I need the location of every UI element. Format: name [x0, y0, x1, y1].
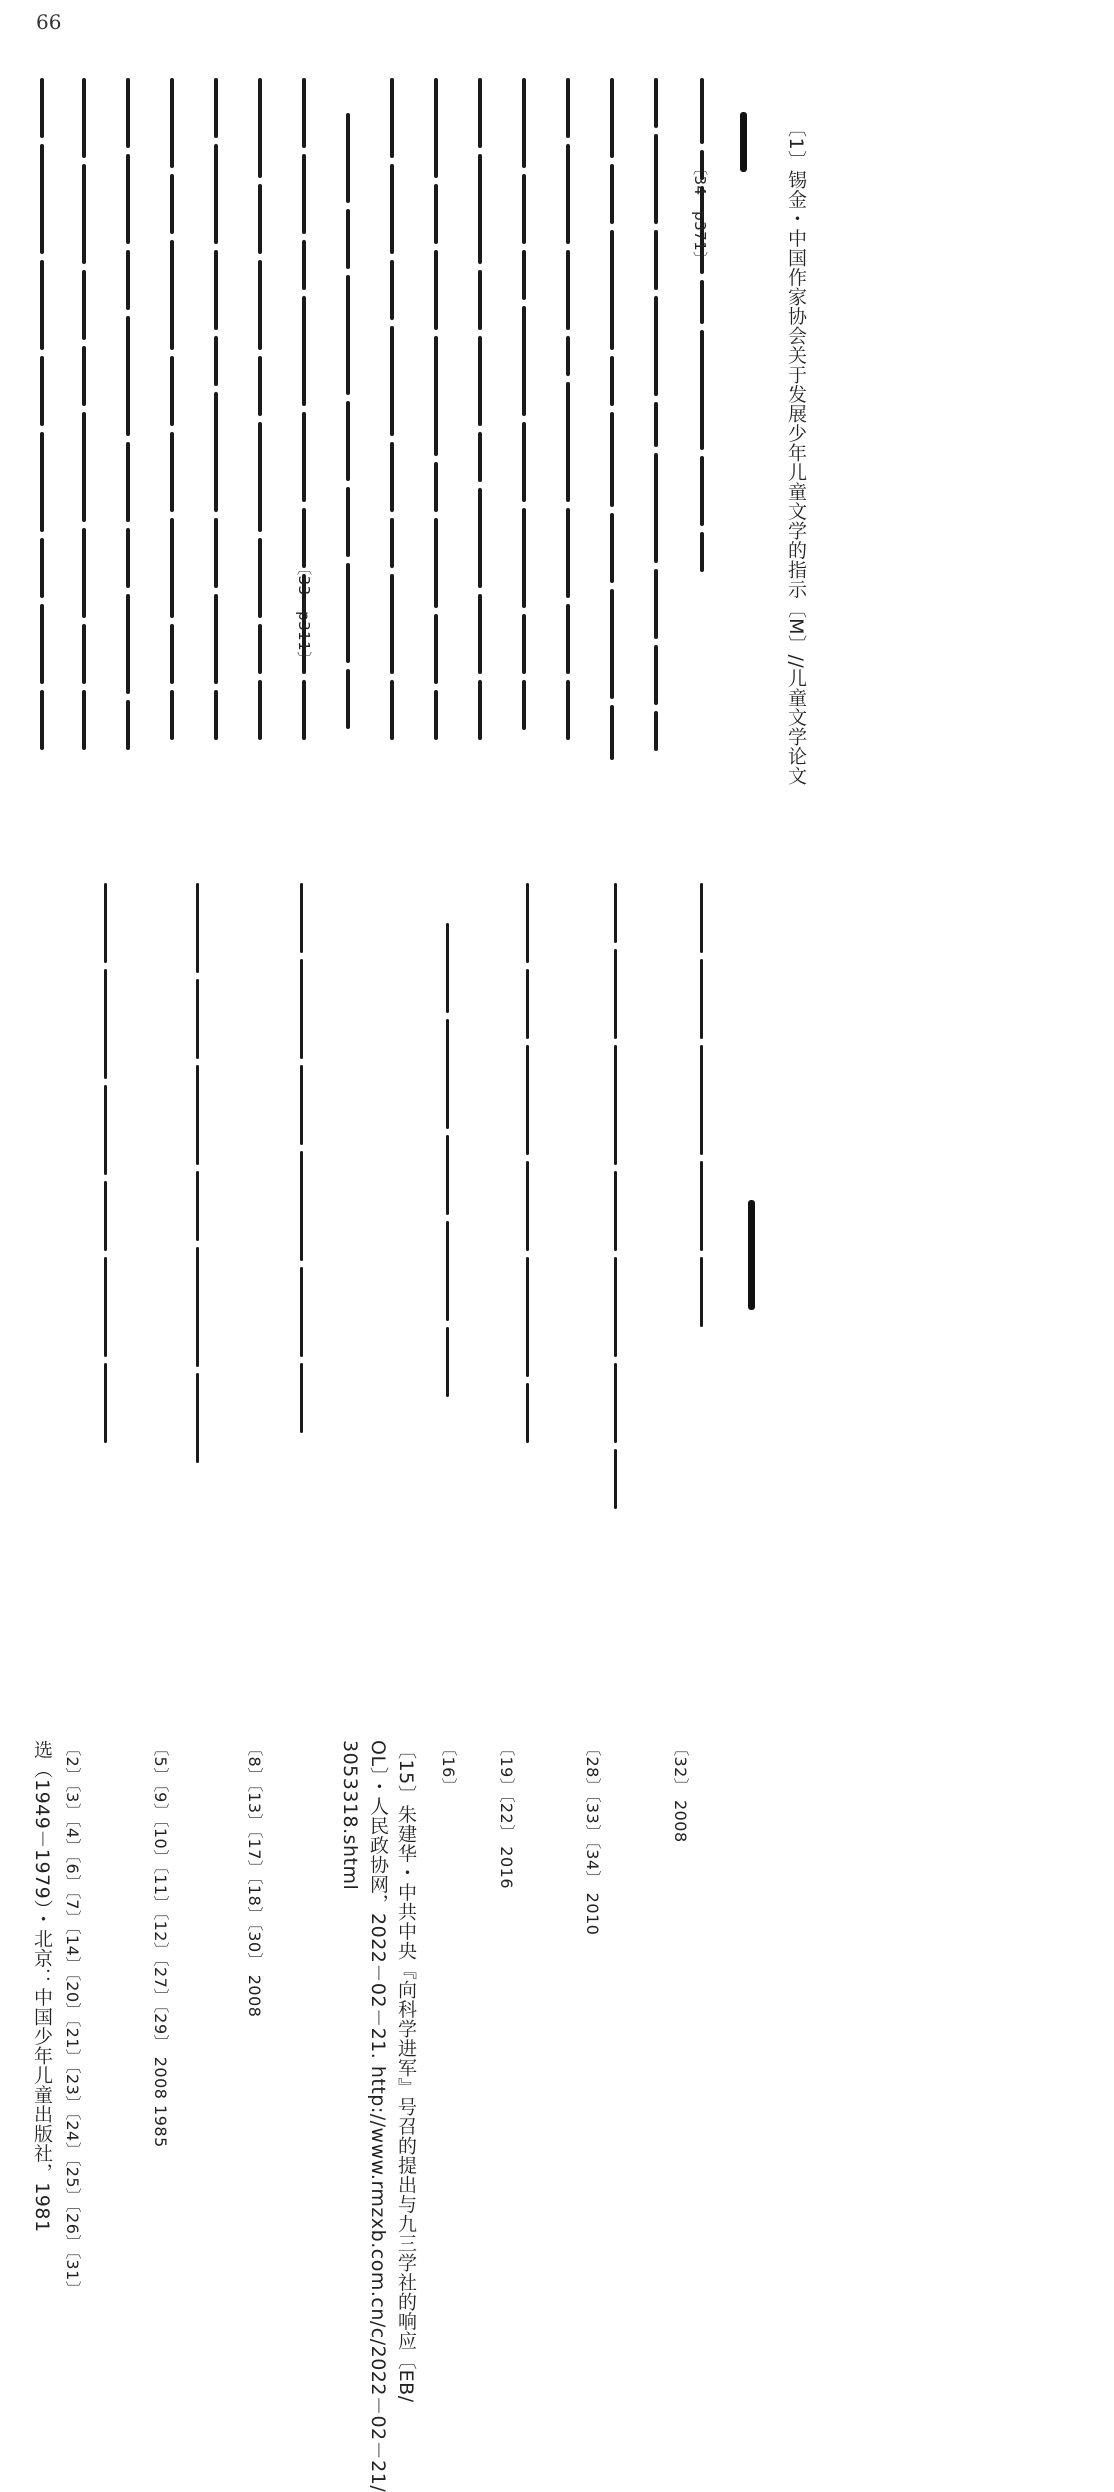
- reference-entry: 选（1949－1979）・北京：中国少年儿童出版社，1981: [31, 1740, 53, 2233]
- reference-entry: 〔8〕〔13〕〔17〕〔18〕〔30〕 2008: [245, 1740, 264, 2018]
- mongolian-column: [104, 880, 107, 1446]
- mongolian-column: [700, 75, 704, 575]
- body-citation: 〔33－p311〕: [295, 560, 313, 667]
- mongolian-column: [478, 75, 482, 743]
- reference-entry: OL〕・人民政协网，2022－02－21. http://www.rmzxb.com.cn/c/2022－02－21/: [367, 1740, 389, 2492]
- reference-entry: 〔15〕朱建华・中共中央『向科学进军』号召的提出与九三学社的响应〔EB/: [395, 1740, 417, 2403]
- mongolian-column: [390, 75, 394, 743]
- body-text-block: [0, 0, 1114, 820]
- mongolian-column: [214, 75, 218, 743]
- page-number: 66: [36, 10, 62, 34]
- reference-entry: 〔5〕〔9〕〔10〕〔11〕〔12〕〔27〕〔29〕 2008 1985: [151, 1740, 170, 2148]
- reference-entry: 〔19〕〔22〕 2016: [497, 1740, 516, 1890]
- mongolian-column: [126, 75, 130, 753]
- mongolian-column: [82, 75, 86, 753]
- footnote-1: 〔1〕锡金・中国作家协会关于发展少年儿童文学的指示〔M〕//儿童文学论文: [785, 118, 807, 786]
- mongolian-column: [170, 75, 174, 743]
- body-citation: 〔34－p371〕: [691, 160, 709, 267]
- reference-entry: 〔16〕: [439, 1740, 458, 1795]
- mongolian-column: [346, 110, 350, 732]
- mongolian-column: [446, 920, 449, 1400]
- mongolian-column: [654, 75, 658, 754]
- mongolian-column: [258, 75, 262, 743]
- reference-entry: 〔28〕〔33〕〔34〕 2010: [583, 1740, 602, 1936]
- mongolian-column: [610, 75, 614, 763]
- mongolian-column: [434, 75, 438, 743]
- reference-entry: 3053318.shtml: [339, 1740, 361, 1891]
- reference-entry: 〔32〕 2008: [671, 1740, 690, 1843]
- mongolian-column: [196, 880, 199, 1466]
- mongolian-column: [522, 75, 526, 733]
- mongolian-column: [614, 880, 617, 1512]
- mongolian-column: [566, 75, 570, 743]
- mongolian-column: [300, 880, 303, 1436]
- mongolian-column: [700, 880, 703, 1330]
- mongolian-column: [40, 75, 44, 753]
- reference-entry: 〔2〕〔3〕〔4〕〔6〕〔7〕〔14〕〔20〕〔21〕〔23〕〔24〕〔25〕〔26〕〔31〕: [63, 1740, 82, 2298]
- mongolian-column: [526, 880, 529, 1446]
- references-block: [0, 860, 1114, 2492]
